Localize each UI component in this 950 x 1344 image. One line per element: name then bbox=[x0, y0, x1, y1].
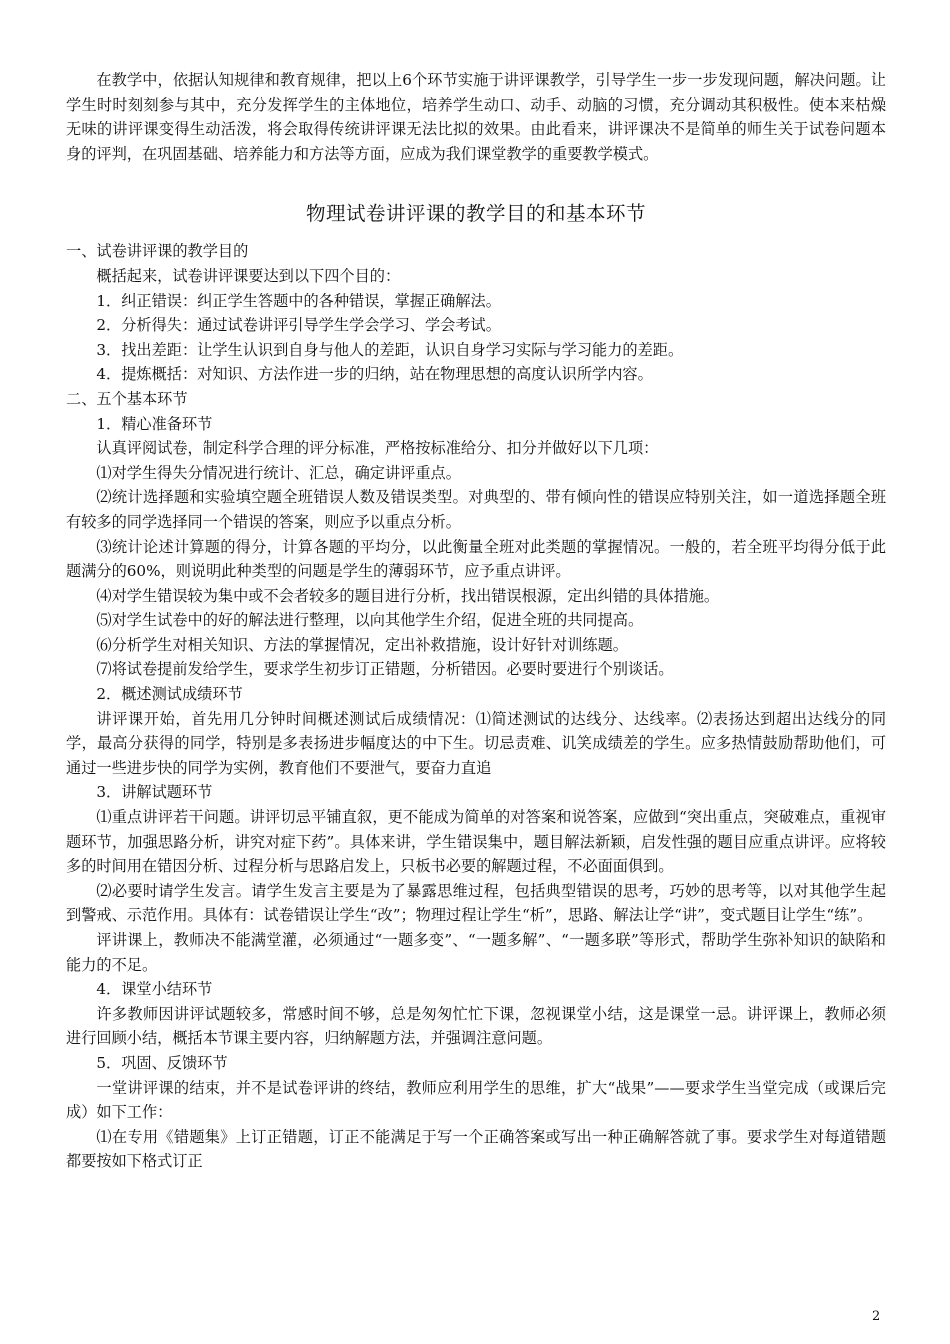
prepare-item: ⑸对学生试卷中的好的解法进行整理，以向其他学生介绍，促进全班的共同提高。 bbox=[96, 611, 644, 630]
prepare-lead: 认真评阅试卷，制定科学合理的评分标准，严格按标准给分、扣分并做好以下几项： bbox=[96, 439, 659, 458]
purpose-item: 4．提炼概括：对知识、方法作进一步的归纳，站在物理思想的高度认识所学内容。 bbox=[96, 365, 653, 384]
consolidate-text: 一堂讲评课的结束，并不是试卷评讲的终结，教师应利用学生的思维，扩大“战果”——要求学生当堂完成（或课后完成）如下工作： bbox=[66, 1078, 886, 1122]
prepare-item: ⑴对学生得失分情况进行统计、汇总，确定讲评重点。 bbox=[96, 463, 461, 482]
purpose-item: 3．找出差距：让学生认识到自身与他人的差距，认识自身学习实际与学习能力的差距。 bbox=[96, 340, 684, 359]
explain-item: ⑴重点讲评若干问题。讲评切忌平铺直叙，更不能成为简单的对答案和说答案，应做到“突出重点，突破难点，重视审题环节，加强思路分析，讲究对症下药”。具体来讲，学生错误集中，题目解法新颖，启发性强的题目应重点讲评。应将较多的时间用在错因分析、过程分析与思路启发上，只板书必要的解题过程，不必面面俱到。 bbox=[66, 808, 886, 876]
prepare-item: ⑺将试卷提前发给学生，要求学生初步订正错题，分析错因。必要时要进行个别谈话。 bbox=[96, 660, 674, 679]
prepare-item: ⑹分析学生对相关知识、方法的掌握情况，定出补救措施，设计好针对训练题。 bbox=[96, 635, 628, 654]
page-number: 2 bbox=[872, 1309, 881, 1324]
purpose-lead: 概括起来，试卷讲评课要达到以下四个目的： bbox=[96, 266, 401, 285]
step-heading-prepare: 1．精心准备环节 bbox=[96, 414, 213, 433]
section-heading-steps: 二、五个基本环节 bbox=[66, 389, 188, 408]
section-heading-purpose: 一、试卷讲评课的教学目的 bbox=[66, 242, 249, 261]
purpose-item: 1．纠正错误：纠正学生答题中的各种错误，掌握正确解法。 bbox=[96, 291, 501, 310]
intro-paragraph: 在教学中，依据认知规律和教育规律，把以上6个环节实施于讲评课教学，引导学生一步一步发现问题，解决问题。让学生时时刻刻参与其中，充分发挥学生的主体地位，培养学生动口、动手、动脑的习惯，充分调动其积极性。使本来枯燥无味的讲评课变得生动活泼，将会取得传统讲评课无法比拟的效果。由此看来，讲评课决不是简单的师生关于试卷问题本身的评判，在巩固基础、培养能力和方法等方面，应成为我们课堂教学的重要教学模式。 bbox=[66, 71, 886, 163]
consolidate-item: ⑴在专用《错题集》上订正错题，订正不能满足于写一个正确答案或写出一种正确解答就了事。要求学生对每道错题都要按如下格式订正 bbox=[66, 1127, 886, 1171]
explain-item: 评讲课上，教师决不能满堂灌，必须通过“一题多变”、“一题多解”、“一题多联”等形式，帮助学生弥补知识的缺陷和能力的不足。 bbox=[66, 931, 886, 974]
explain-item: ⑵必要时请学生发言。请学生发言主要是为了暴露思维过程，包括典型错误的思考，巧妙的思考等，以对其他学生起到警戒、示范作用。具体有：试卷错误让学生“改”；物理过程让学生“析”，思路、解法让学“讲”，变式题目让学生“练”。 bbox=[66, 881, 886, 925]
step-heading-consolidate: 5．巩固、反馈环节 bbox=[96, 1053, 228, 1072]
step-heading-score-overview: 2．概述测试成绩环节 bbox=[96, 685, 243, 704]
prepare-item: ⑶统计论述计算题的得分，计算各题的平均分，以此衡量全班对此类题的掌握情况。一般的，若全班平均得分低于此题满分的60%，则说明此种类型的问题是学生的薄弱环节，应予重点讲评。 bbox=[66, 537, 886, 581]
step-heading-summary: 4．课堂小结环节 bbox=[96, 980, 213, 999]
prepare-item: ⑵统计选择题和实验填空题全班错误人数及错误类型。对典型的、带有倾向性的错误应特别关注，如一道选择题全班有较多的同学选择同一个错误的答案，则应予以重点分析。 bbox=[66, 488, 886, 531]
article-title: 物理试卷讲评课的教学目的和基本环节 bbox=[305, 202, 646, 226]
page-content bbox=[66, 68, 886, 1174]
score-overview-text: 讲评课开始，首先用几分钟时间概述测试后成绩情况：⑴简述测试的达线分、达线率。⑵表扬达到超出达线分的同学，最高分获得的同学，特别是多表扬进步幅度达的中下生。切忌责难、讥笑成绩差的学生。应多热情鼓励帮助他们，可通过一些进步快的同学为实例，教育他们不要泄气，要奋力直追 bbox=[66, 709, 886, 777]
purpose-item: 2．分析得失：通过试卷讲评引导学生学会学习、学会考试。 bbox=[96, 316, 501, 335]
step-heading-explain: 3．讲解试题环节 bbox=[96, 783, 213, 802]
prepare-item: ⑷对学生错误较为集中或不会者较多的题目进行分析，找出错误根源，定出纠错的具体措施。 bbox=[96, 586, 720, 605]
summary-text: 许多教师因讲评试题较多，常感时间不够，总是匆匆忙忙下课，忽视课堂小结，这是课堂一忌。讲评课上，教师必须进行回顾小结，概括本节课主要内容，归纳解题方法，并强调注意问题。 bbox=[66, 1004, 886, 1048]
